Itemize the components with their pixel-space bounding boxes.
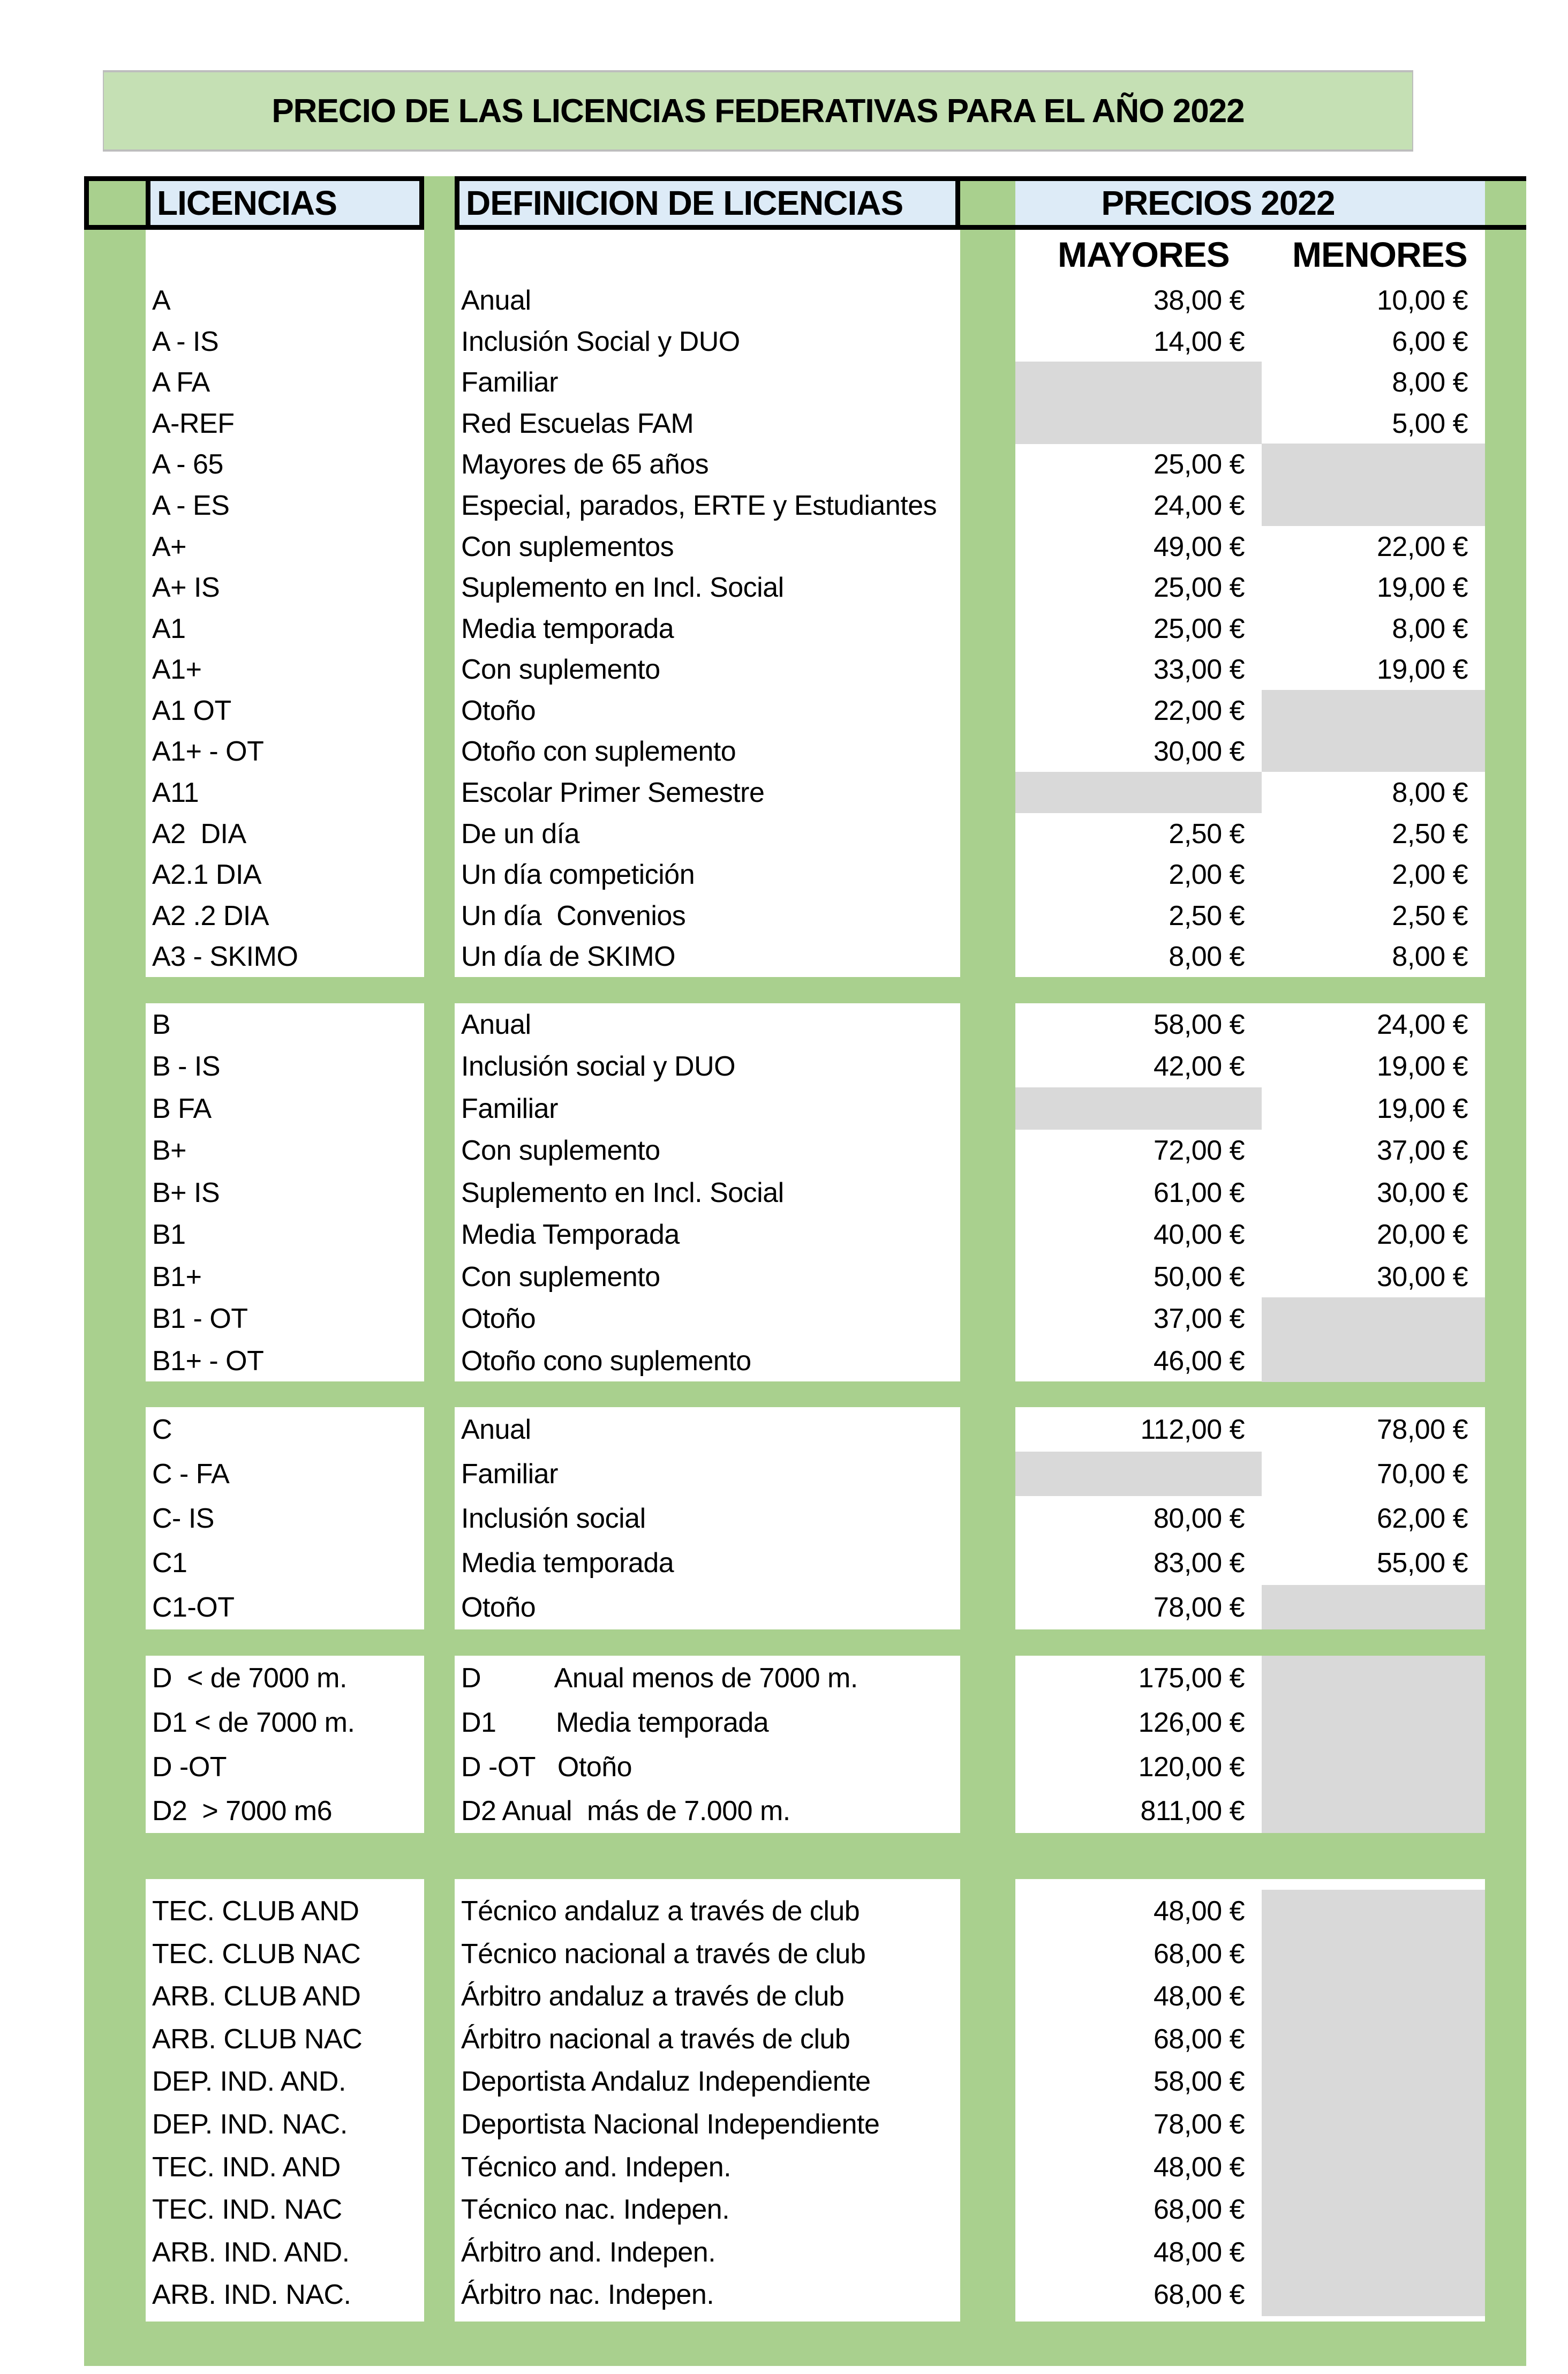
empty-price-cell [1262, 2231, 1485, 2274]
license-description: Red Escuelas FAM [461, 408, 694, 439]
empty-price-cell [1015, 772, 1262, 813]
license-description: Otoño cono suplemento [461, 1345, 751, 1377]
price-menores: 5,00 € [1392, 408, 1468, 439]
license-description: Familiar [461, 1093, 558, 1124]
license-description: Media temporada [461, 1547, 674, 1579]
price-mayores: 126,00 € [1138, 1707, 1245, 1738]
empty-price-cell [1262, 2018, 1485, 2061]
price-mayores: 48,00 € [1154, 2152, 1245, 2183]
price-mayores: 811,00 € [1140, 1795, 1245, 1827]
empty-price-cell [1262, 2273, 1485, 2316]
price-mayores: 25,00 € [1154, 572, 1245, 603]
price-menores: 2,00 € [1392, 859, 1468, 890]
license-description: Árbitro and. Indepen. [461, 2237, 716, 2268]
license-code: A - ES [152, 490, 230, 521]
price-mayores: 78,00 € [1154, 2109, 1245, 2140]
license-description: Media Temporada [461, 1219, 680, 1250]
license-code: C- IS [152, 1502, 214, 1534]
empty-price-cell [1262, 1585, 1485, 1629]
price-mayores: 2,50 € [1169, 818, 1245, 850]
license-code: B1 - OT [152, 1303, 248, 1334]
price-mayores: 72,00 € [1154, 1135, 1245, 1166]
license-code: TEC. CLUB AND [152, 1896, 359, 1927]
price-menores: 8,00 € [1392, 941, 1468, 972]
header-gap [424, 176, 455, 230]
price-mayores: 33,00 € [1154, 653, 1245, 685]
price-menores: 8,00 € [1392, 366, 1468, 398]
license-code: A2 .2 DIA [152, 900, 269, 931]
mayores-header: MAYORES [1058, 235, 1230, 274]
license-description: Anual [461, 1009, 531, 1040]
license-description: Un día Convenios [461, 900, 686, 931]
license-description: Escolar Primer Semestre [461, 777, 765, 808]
empty-price-cell [1262, 1890, 1485, 1933]
license-code: A1 OT [152, 695, 231, 726]
price-menores: 70,00 € [1377, 1458, 1468, 1490]
license-description: Con suplemento [461, 1135, 660, 1166]
header-precios-label: PRECIOS 2022 [1101, 184, 1335, 222]
license-code: ARB. CLUB AND [152, 1981, 361, 2012]
license-description: Familiar [461, 366, 558, 398]
price-menores: 20,00 € [1377, 1219, 1468, 1250]
empty-price-cell [1262, 1745, 1485, 1789]
license-description: D Anual menos de 7000 m. [461, 1662, 858, 1694]
license-description: De un día [461, 818, 579, 850]
price-menores: 37,00 € [1377, 1135, 1468, 1166]
license-description: Con suplemento [461, 653, 660, 685]
empty-price-cell [1262, 1297, 1485, 1340]
license-code: C1 [152, 1547, 187, 1579]
empty-price-cell [1015, 1452, 1262, 1496]
header-definicion-label: DEFINICION DE LICENCIAS [466, 184, 903, 222]
license-code: DEP. IND. AND. [152, 2066, 346, 2097]
price-mayores: 68,00 € [1154, 1939, 1245, 1970]
price-menores: 78,00 € [1377, 1414, 1468, 1445]
page-title-box [103, 70, 1413, 152]
license-code: A2 DIA [152, 818, 246, 850]
license-description: Técnico and. Indepen. [461, 2152, 732, 2183]
empty-price-cell [1015, 362, 1262, 403]
license-code: A+ [152, 531, 187, 562]
license-code: B1 [152, 1219, 186, 1250]
price-mayores: 112,00 € [1140, 1414, 1245, 1445]
empty-price-cell [1262, 444, 1485, 485]
header-licencias-label: LICENCIAS [157, 184, 337, 222]
price-menores: 22,00 € [1377, 531, 1468, 562]
empty-price-cell [1262, 485, 1485, 526]
license-code: A+ IS [152, 572, 220, 603]
price-mayores: 175,00 € [1138, 1662, 1245, 1694]
license-code: B1+ - OT [152, 1345, 264, 1377]
license-code: A FA [152, 366, 210, 398]
price-menores: 19,00 € [1377, 1050, 1468, 1082]
price-mayores: 46,00 € [1154, 1345, 1245, 1377]
price-mayores: 58,00 € [1154, 2066, 1245, 2097]
license-description: Inclusión social y DUO [461, 1050, 736, 1082]
empty-price-cell [1015, 1087, 1262, 1130]
price-mayores: 22,00 € [1154, 695, 1245, 726]
license-description: D1 Media temporada [461, 1707, 769, 1738]
license-code: TEC. CLUB NAC [152, 1939, 361, 1970]
license-code: C [152, 1414, 172, 1445]
license-code: D -OT [152, 1751, 227, 1783]
license-code: B [152, 1009, 171, 1040]
price-mayores: 49,00 € [1154, 531, 1245, 562]
empty-price-cell [1262, 2060, 1485, 2103]
price-menores: 8,00 € [1392, 613, 1468, 644]
license-description: Especial, parados, ERTE y Estudiantes [461, 490, 937, 521]
license-description: Con suplementos [461, 531, 674, 562]
license-description: Árbitro nac. Indepen. [461, 2279, 714, 2310]
header-spacer-mid [960, 176, 1015, 230]
empty-price-cell [1262, 2188, 1485, 2231]
price-mayores: 42,00 € [1154, 1050, 1245, 1082]
price-mayores: 61,00 € [1154, 1177, 1245, 1208]
empty-price-cell [1262, 1700, 1485, 1745]
license-code: A1+ [152, 653, 202, 685]
empty-price-cell [1262, 2146, 1485, 2189]
license-description: Con suplemento [461, 1261, 660, 1293]
license-description: Un día competición [461, 859, 695, 890]
license-code: A - IS [152, 326, 219, 357]
page-title: PRECIO DE LAS LICENCIAS FEDERATIVAS PARA EL AÑO 2022 [272, 92, 1245, 130]
license-code: TEC. IND. AND [152, 2152, 341, 2183]
empty-price-cell [1262, 1656, 1485, 1700]
price-mayores: 68,00 € [1154, 2194, 1245, 2225]
price-menores: 10,00 € [1377, 284, 1468, 316]
header-spacer-left [84, 176, 146, 230]
empty-price-cell [1262, 2103, 1485, 2146]
price-mayores: 37,00 € [1154, 1303, 1245, 1334]
license-code: B+ IS [152, 1177, 220, 1208]
license-description: Anual [461, 1414, 531, 1445]
license-description: Otoño [461, 1591, 536, 1623]
empty-price-cell [1015, 403, 1262, 444]
license-code: TEC. IND. NAC [152, 2194, 342, 2225]
license-code: A3 - SKIMO [152, 941, 298, 972]
price-mayores: 8,00 € [1169, 941, 1245, 972]
license-code: ARB. CLUB NAC [152, 2024, 363, 2055]
price-mayores: 48,00 € [1154, 2237, 1245, 2268]
empty-price-cell [1262, 1789, 1485, 1833]
price-mayores: 120,00 € [1138, 1751, 1245, 1783]
license-description: Técnico andaluz a través de club [461, 1896, 860, 1927]
license-description: Inclusión Social y DUO [461, 326, 740, 357]
license-description: Un día de SKIMO [461, 941, 676, 972]
price-menores: 24,00 € [1377, 1009, 1468, 1040]
license-code: B FA [152, 1093, 212, 1124]
price-menores: 19,00 € [1377, 1093, 1468, 1124]
license-description: Técnico nacional a través de club [461, 1939, 866, 1970]
header-spacer-right [1485, 176, 1526, 230]
price-mayores: 68,00 € [1154, 2279, 1245, 2310]
price-mayores: 48,00 € [1154, 1981, 1245, 2012]
price-mayores: 2,00 € [1169, 859, 1245, 890]
license-code: A - 65 [152, 448, 223, 480]
price-mayores: 48,00 € [1154, 1896, 1245, 1927]
license-description: Árbitro andaluz a través de club [461, 1981, 845, 2012]
license-description: Otoño con suplemento [461, 735, 736, 767]
header-definicion [455, 176, 960, 230]
price-mayores: 30,00 € [1154, 735, 1245, 767]
price-mayores: 83,00 € [1154, 1547, 1245, 1579]
empty-price-cell [1262, 1933, 1485, 1975]
menores-header: MENORES [1292, 235, 1467, 274]
license-description: Otoño [461, 1303, 536, 1334]
license-code: D < de 7000 m. [152, 1662, 347, 1694]
license-description: Deportista Andaluz Independiente [461, 2066, 871, 2097]
price-mayores: 80,00 € [1154, 1502, 1245, 1534]
license-description: D -OT Otoño [461, 1751, 632, 1783]
license-code: A [152, 284, 171, 316]
license-code: B+ [152, 1135, 187, 1166]
license-code: A1 [152, 613, 186, 644]
license-description: Anual [461, 284, 531, 316]
price-mayores: 78,00 € [1154, 1591, 1245, 1623]
license-code: ARB. IND. NAC. [152, 2279, 351, 2310]
price-mayores: 25,00 € [1154, 613, 1245, 644]
license-description: D2 Anual más de 7.000 m. [461, 1795, 790, 1827]
price-menores: 62,00 € [1377, 1502, 1468, 1534]
license-description: Árbitro nacional a través de club [461, 2024, 850, 2055]
license-description: Técnico nac. Indepen. [461, 2194, 730, 2225]
empty-price-cell [1262, 1340, 1485, 1382]
license-code: A11 [152, 777, 199, 808]
price-mayores: 68,00 € [1154, 2024, 1245, 2055]
empty-price-cell [1262, 690, 1485, 731]
header-precios [1015, 176, 1485, 230]
empty-price-cell [1262, 1975, 1485, 2018]
price-menores: 30,00 € [1377, 1177, 1468, 1208]
license-code: D1 < de 7000 m. [152, 1707, 355, 1738]
license-code: C1-OT [152, 1591, 235, 1623]
license-code: C - FA [152, 1458, 230, 1490]
license-code: ARB. IND. AND. [152, 2237, 350, 2268]
license-description: Media temporada [461, 613, 674, 644]
price-mayores: 14,00 € [1154, 326, 1245, 357]
license-description: Otoño [461, 695, 536, 726]
license-description: Inclusión social [461, 1502, 646, 1534]
license-code: A2.1 DIA [152, 859, 262, 890]
header-licencias [146, 176, 424, 230]
license-description: Deportista Nacional Independiente [461, 2109, 880, 2140]
price-menores: 19,00 € [1377, 572, 1468, 603]
license-code: A-REF [152, 408, 235, 439]
price-mayores: 38,00 € [1154, 284, 1245, 316]
price-mayores: 2,50 € [1169, 900, 1245, 931]
license-description: Familiar [461, 1458, 558, 1490]
license-code: DEP. IND. NAC. [152, 2109, 348, 2140]
price-mayores: 58,00 € [1154, 1009, 1245, 1040]
price-menores: 30,00 € [1377, 1261, 1468, 1293]
price-menores: 55,00 € [1377, 1547, 1468, 1579]
price-mayores: 40,00 € [1154, 1219, 1245, 1250]
price-mayores: 24,00 € [1154, 490, 1245, 521]
empty-price-cell [1262, 731, 1485, 772]
license-description: Suplemento en Incl. Social [461, 1177, 784, 1208]
price-menores: 6,00 € [1392, 326, 1468, 357]
price-menores: 2,50 € [1392, 818, 1468, 850]
license-description: Suplemento en Incl. Social [461, 572, 784, 603]
price-mayores: 25,00 € [1154, 448, 1245, 480]
price-menores: 2,50 € [1392, 900, 1468, 931]
price-mayores: 50,00 € [1154, 1261, 1245, 1293]
license-code: A1+ - OT [152, 735, 264, 767]
license-description: Mayores de 65 años [461, 448, 709, 480]
price-menores: 8,00 € [1392, 777, 1468, 808]
license-code: B - IS [152, 1050, 221, 1082]
price-menores: 19,00 € [1377, 653, 1468, 685]
license-code: B1+ [152, 1261, 202, 1293]
license-code: D2 > 7000 m6 [152, 1795, 333, 1827]
